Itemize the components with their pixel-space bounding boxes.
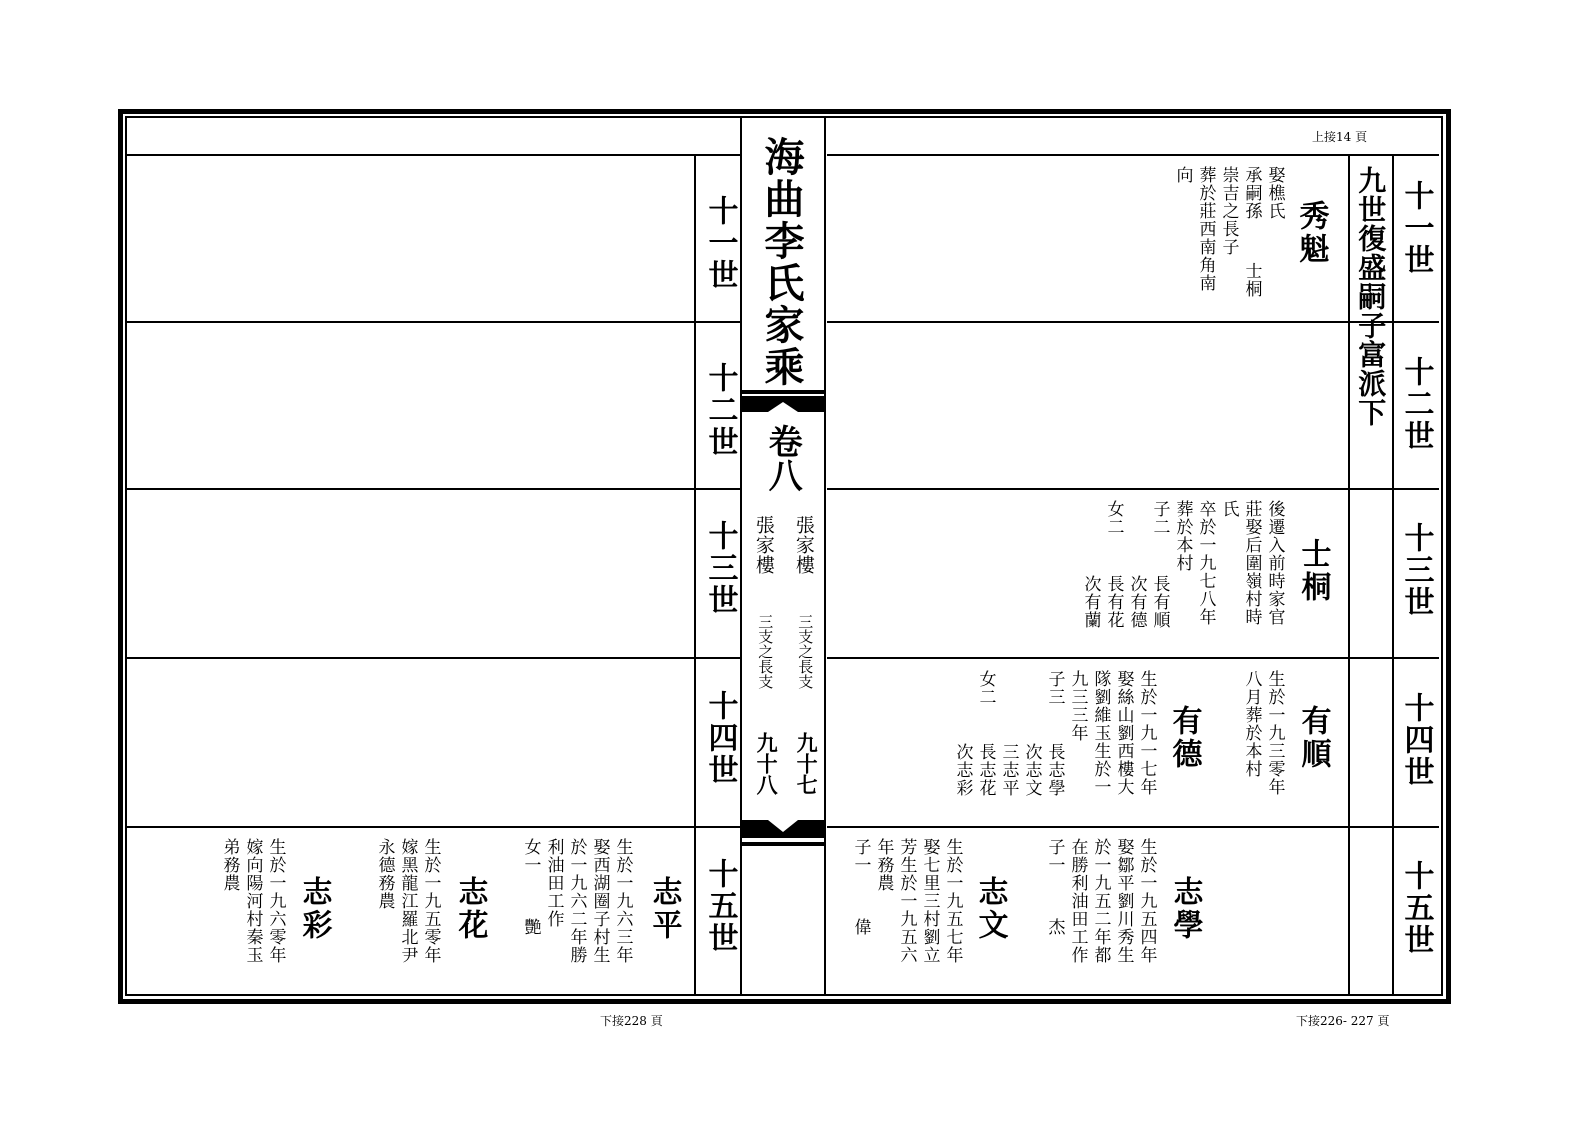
bio-line: 女二 [975, 670, 996, 706]
book-title: 海曲李氏家乘 [758, 136, 805, 388]
generation-label: 十四世 [1398, 692, 1434, 788]
bio-line: 在勝利油田工作 [1067, 838, 1088, 964]
child-name: 次志文 [1021, 743, 1042, 797]
bio-line: 子一 [1044, 838, 1065, 874]
bio-line: 嫁黑龍江羅北尹 [397, 838, 418, 964]
bio-line: 於一九五二年都 [1090, 838, 1111, 964]
bio-line: 娶七里三村劉立 [919, 838, 940, 964]
generation-label: 十三世 [1398, 522, 1434, 618]
bio-line: 於一九六二年勝 [566, 838, 587, 964]
daughter-name: 次有蘭 [1080, 575, 1101, 629]
volume-label: 卷八 [762, 424, 803, 492]
bio-line: 向 [1172, 166, 1193, 184]
bio-line: 莊娶后圍嶺村時 [1241, 500, 1262, 626]
generation-label: 十一世 [702, 195, 738, 291]
person-name: 志彩 [296, 876, 332, 942]
bio-line: 生於一九五七年 [942, 838, 963, 964]
generation-label: 十二世 [702, 362, 738, 458]
child-name: 長志學 [1044, 743, 1065, 797]
generation-label: 十五世 [1398, 860, 1434, 956]
bio-line: 九三三年 [1067, 670, 1088, 742]
bio-line: 子三 [1044, 670, 1065, 706]
person-name: 有順 [1295, 705, 1331, 771]
bio-line: 女二 [1103, 500, 1124, 536]
place-left: 張家樓 [752, 515, 775, 575]
bio-line: 崇吉之長子 [1218, 166, 1239, 256]
child-name: 士桐 [1241, 262, 1262, 298]
rule [740, 118, 742, 994]
bio-line: 娶樵氏 [1264, 166, 1285, 220]
rule [127, 154, 742, 156]
bio-line: 嫁向陽河村秦玉 [242, 838, 263, 964]
rule [694, 154, 696, 994]
bio-line: 子二 [1149, 500, 1170, 536]
bio-line: 隊劉維玉生於一 [1090, 670, 1111, 796]
bio-line: 八月葬於本村 [1241, 670, 1262, 778]
generation-label: 十五世 [702, 858, 738, 954]
bio-line: 卒於一九七八年 [1195, 500, 1216, 626]
bio-line: 女一 [520, 838, 541, 874]
generation-label: 十二世 [1398, 356, 1434, 452]
generation-label: 十一世 [1398, 180, 1434, 276]
child-name: 艷 [520, 918, 541, 936]
bio-line: 娶西湖圈子村生 [589, 838, 610, 964]
bio-line: 弟務農 [219, 838, 240, 892]
place-right: 張家樓 [792, 515, 815, 575]
bio-line: 葬於本村 [1172, 500, 1193, 572]
branch-left: 三支之長支 [756, 614, 775, 689]
person-name: 志文 [972, 876, 1008, 942]
bio-line: 生於一九五四年 [1136, 838, 1157, 964]
page-number-right: 九十七 [794, 732, 820, 795]
child-name: 杰 [1044, 918, 1065, 936]
bio-line: 芳生於一九五六 [896, 838, 917, 964]
child-name: 偉 [850, 918, 871, 936]
rule [127, 488, 742, 490]
bio-line: 利油田工作 [543, 838, 564, 928]
bio-line: 氏 [1218, 500, 1239, 518]
bio-line: 後遷入前時家官 [1264, 500, 1285, 626]
rule [1348, 154, 1350, 994]
child-name: 長有順 [1149, 575, 1170, 629]
bottom-note-right: 下接226- 227 頁 [1296, 1014, 1390, 1028]
generation-label: 十四世 [702, 690, 738, 786]
rule [1392, 154, 1394, 994]
child-name: 次有德 [1126, 575, 1147, 629]
daughter-name: 長志花 [975, 743, 996, 797]
bio-line: 承嗣孫 [1241, 166, 1262, 220]
top-note-right: 上接14 頁 [1312, 130, 1368, 144]
branch-right: 三支之長支 [796, 614, 815, 689]
daughter-name: 次志彩 [952, 743, 973, 797]
bio-line: 娶絲山劉西樓大 [1113, 670, 1134, 796]
bio-line: 生於一九一七年 [1136, 670, 1157, 796]
person-name: 志花 [452, 876, 488, 942]
daughter-name: 長有花 [1103, 575, 1124, 629]
bio-line: 生於一九六零年 [265, 838, 286, 964]
bio-line: 永德務農 [374, 838, 395, 910]
rule [127, 826, 742, 828]
bio-line: 娶鄒平劉川秀生 [1113, 838, 1134, 964]
bio-line: 葬於莊西南角南 [1195, 166, 1216, 292]
rule [127, 321, 742, 323]
bio-line: 子一 [850, 838, 871, 874]
rule [127, 657, 742, 659]
fishtail-bottom [742, 820, 824, 850]
person-name: 士桐 [1295, 538, 1331, 604]
bio-line: 年務農 [873, 838, 894, 892]
generation-label: 十三世 [702, 520, 738, 616]
person-name: 志學 [1167, 876, 1203, 942]
fishtail-top [742, 390, 824, 414]
child-name: 三志平 [998, 743, 1019, 797]
bio-line: 生於一九三零年 [1264, 670, 1285, 796]
rule [824, 118, 826, 994]
bio-line: 生於一九五零年 [420, 838, 441, 964]
lineage-title: 九世復盛嗣子富派下 [1354, 166, 1388, 427]
bottom-note-left: 下接228 頁 [600, 1014, 663, 1028]
page-number-left: 九十八 [754, 732, 780, 795]
bio-line: 生於一九六三年 [612, 838, 633, 964]
person-name: 志平 [646, 876, 682, 942]
person-name: 有德 [1166, 705, 1202, 771]
person-name: 秀魁 [1293, 200, 1329, 266]
